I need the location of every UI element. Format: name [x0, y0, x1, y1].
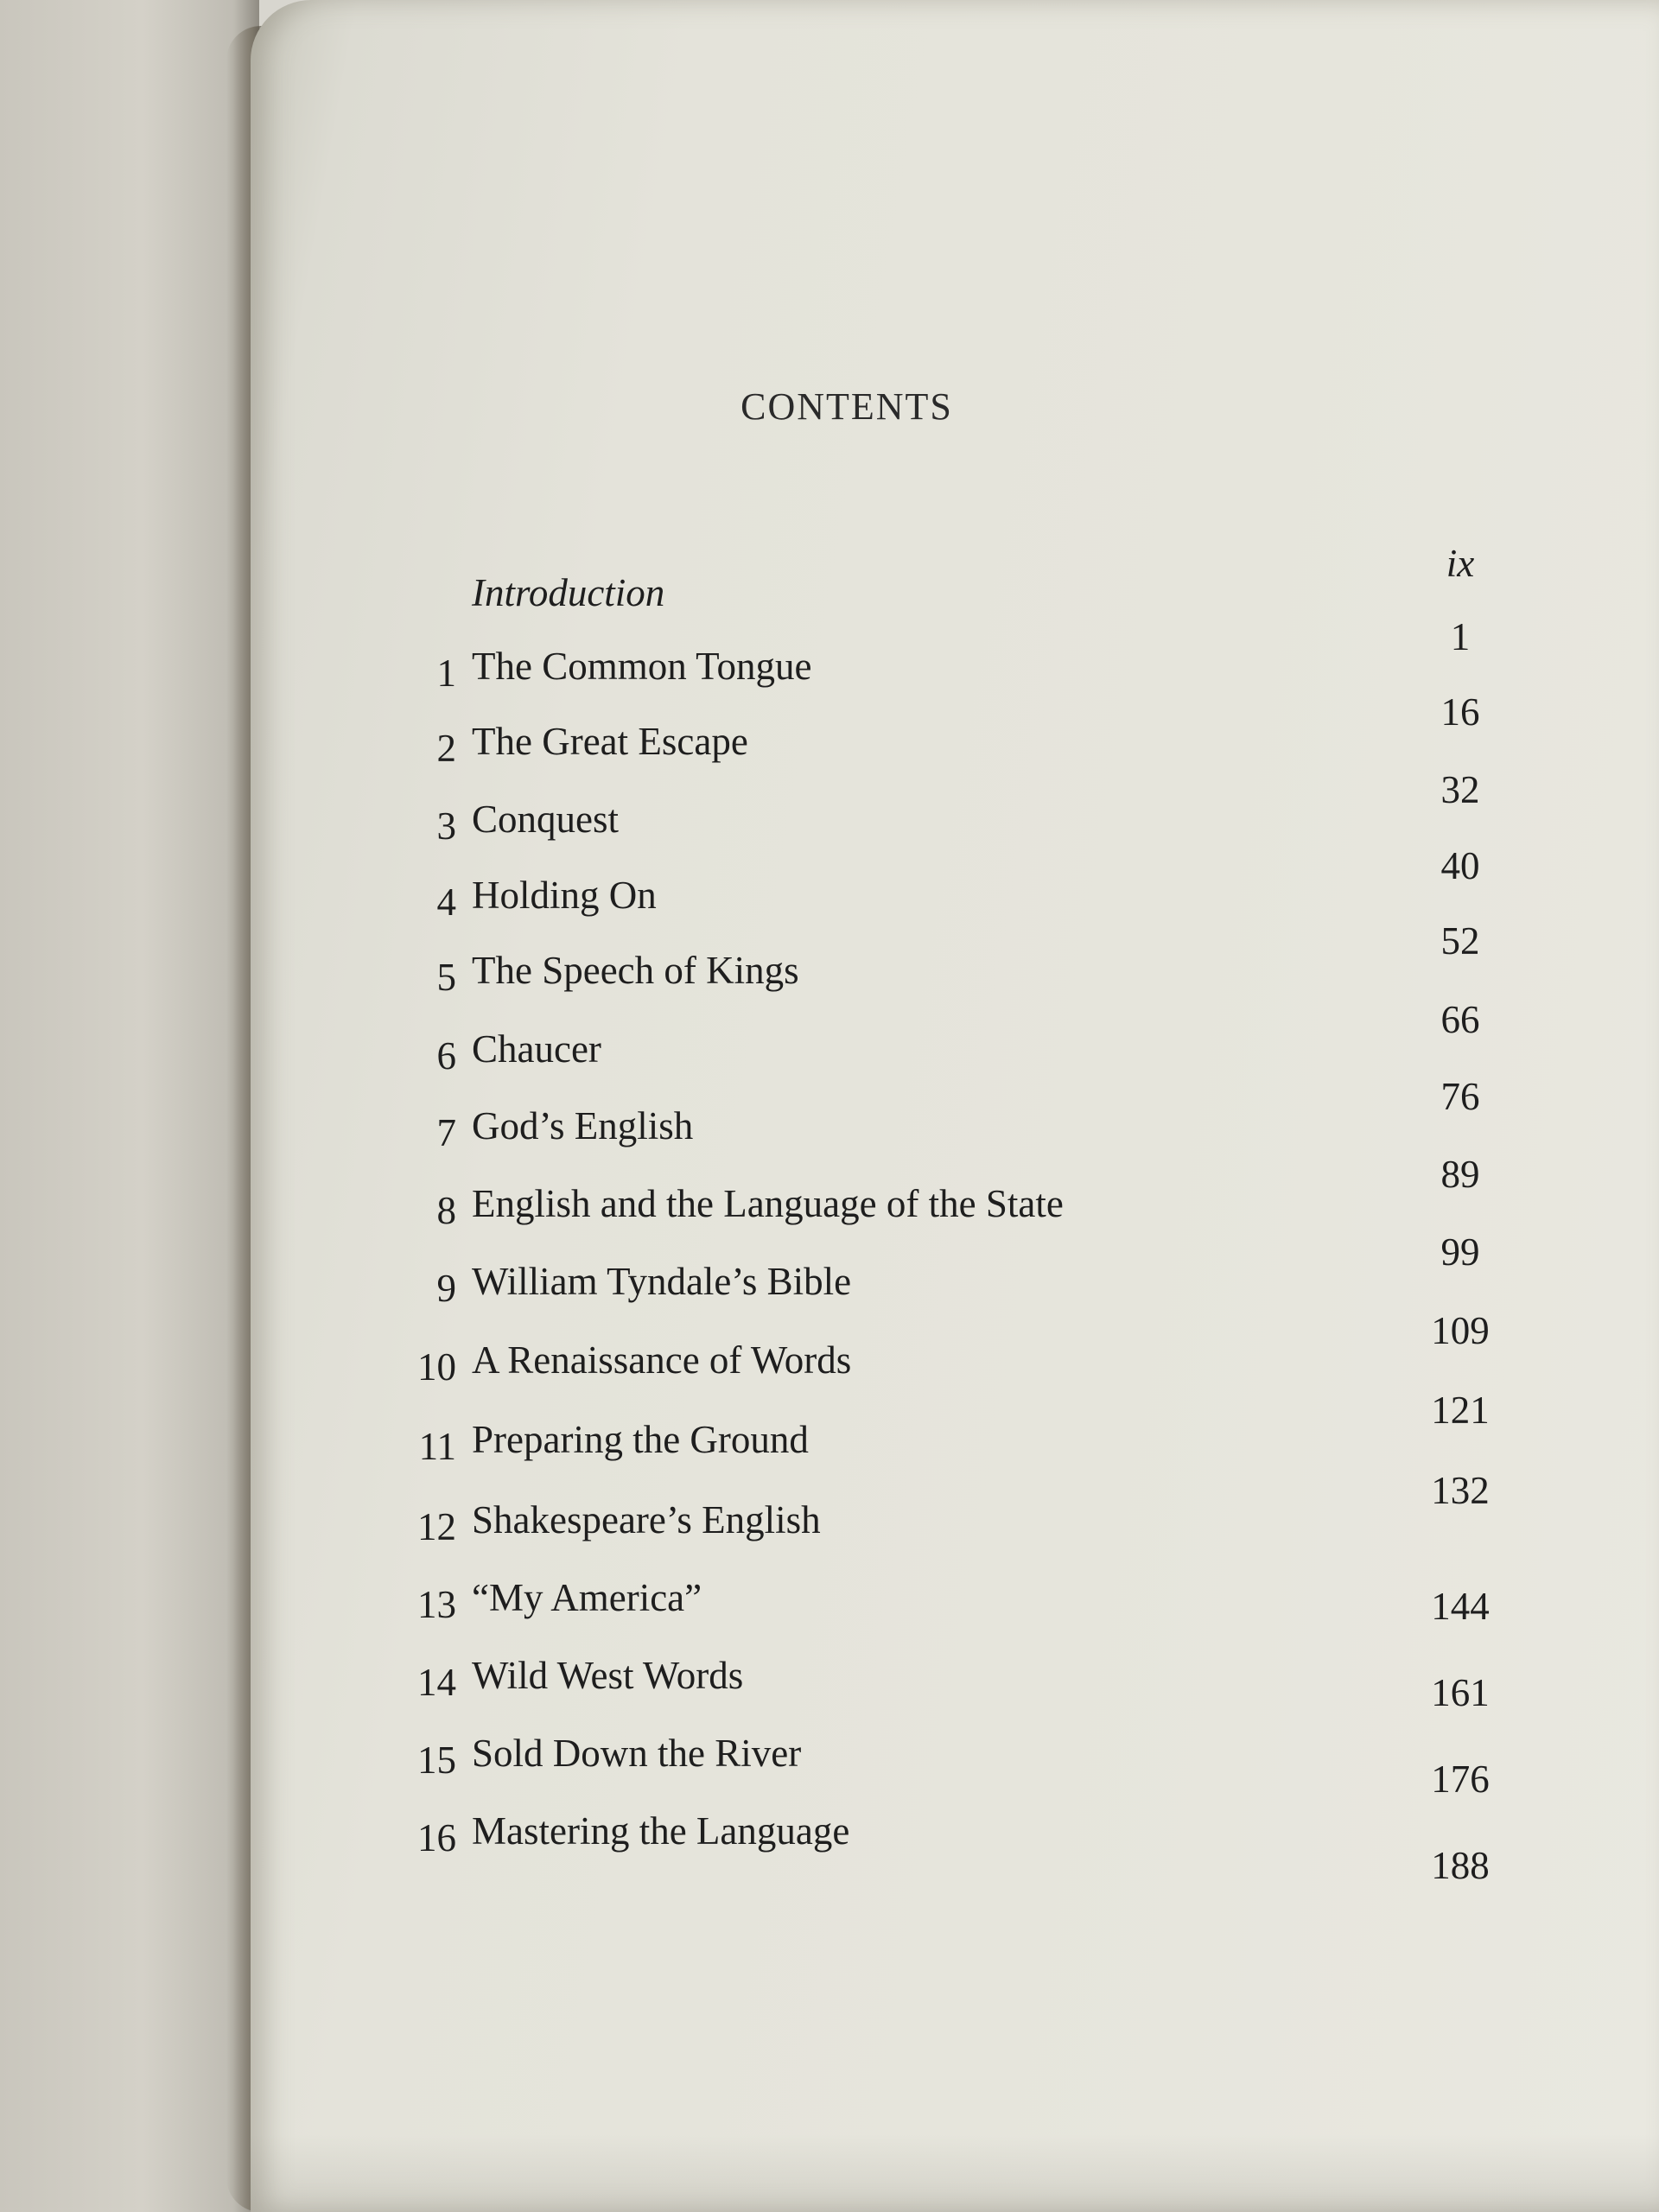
entry-number: 5	[436, 956, 456, 999]
entry-page: 66	[1440, 998, 1480, 1041]
entry-title: “My America”	[472, 1576, 702, 1619]
entry-number: 10	[417, 1345, 456, 1389]
entry-number: 14	[417, 1661, 456, 1704]
entry-page: 188	[1431, 1844, 1490, 1887]
entry-number: 8	[436, 1189, 456, 1232]
toc-entry-4	[397, 844, 1564, 933]
entry-page: ix	[1446, 542, 1475, 585]
toc-entry-10	[397, 1309, 1564, 1398]
entry-number: 13	[417, 1583, 456, 1626]
toc-entry-introduction	[397, 542, 1564, 631]
entry-page: 109	[1431, 1309, 1490, 1352]
entry-number: 1	[436, 652, 456, 695]
entry-page: 16	[1440, 690, 1480, 734]
entry-page: 121	[1431, 1389, 1490, 1432]
entry-title: English and the Language of the State	[472, 1182, 1064, 1225]
toc-entry-16	[397, 1808, 1564, 1887]
entry-page: 89	[1440, 1153, 1480, 1196]
page-bottom-shadow	[251, 2134, 1659, 2212]
entry-title: A Renaissance of Words	[472, 1338, 852, 1382]
toc-entry-15	[397, 1731, 1564, 1801]
entry-number: 7	[436, 1111, 456, 1154]
entry-title: Preparing the Ground	[472, 1418, 809, 1461]
entry-number: 16	[417, 1816, 456, 1859]
entry-page: 144	[1431, 1585, 1490, 1628]
toc-entry-9	[397, 1230, 1564, 1319]
entry-number: 11	[418, 1425, 456, 1468]
book-cover-edge	[0, 0, 259, 2212]
entry-page: 40	[1440, 844, 1480, 887]
entry-number: 6	[436, 1034, 456, 1077]
toc-entry-3	[397, 768, 1564, 857]
toc-entry-2	[397, 690, 1564, 779]
entry-number: 15	[417, 1738, 456, 1782]
entry-title: William Tyndale’s Bible	[472, 1260, 852, 1303]
entry-title: Shakespeare’s English	[472, 1498, 821, 1541]
entry-number: 9	[436, 1267, 456, 1310]
toc-entry-11	[397, 1389, 1564, 1478]
entry-page: 132	[1431, 1469, 1490, 1512]
entry-page: 76	[1440, 1075, 1480, 1118]
entry-number: 3	[436, 804, 456, 848]
entry-page: 1	[1450, 615, 1471, 658]
toc-entry-8	[397, 1153, 1564, 1242]
entry-title: Mastering the Language	[472, 1809, 850, 1853]
entry-title: Sold Down the River	[472, 1732, 802, 1775]
entry-title: The Speech of Kings	[472, 949, 799, 992]
toc-entry-6	[397, 998, 1564, 1087]
toc-entry-7	[397, 1075, 1564, 1164]
toc-entry-5	[397, 919, 1564, 1008]
page-title: CONTENTS	[741, 385, 953, 428]
entry-page: 52	[1440, 919, 1480, 963]
entry-title: Wild West Words	[472, 1654, 744, 1697]
entry-page: 161	[1431, 1671, 1490, 1714]
book-page	[251, 0, 1659, 2212]
entry-number: 2	[436, 727, 456, 770]
entry-title: Chaucer	[472, 1027, 601, 1071]
toc-entry-13	[397, 1575, 1564, 1636]
entry-number: 12	[417, 1505, 456, 1548]
entry-title: God’s English	[472, 1104, 694, 1147]
entry-title: The Common Tongue	[472, 645, 812, 688]
entry-title: Conquest	[472, 798, 620, 841]
toc-entry-14	[397, 1653, 1564, 1713]
entry-page: 176	[1431, 1758, 1490, 1801]
entry-page: 32	[1440, 768, 1480, 811]
entry-number: 4	[436, 880, 456, 924]
entry-page: 99	[1440, 1230, 1480, 1274]
toc-entry-1	[397, 615, 1564, 704]
table-of-contents	[251, 0, 1659, 2212]
entry-title: Introduction	[472, 571, 665, 614]
entry-title: Holding On	[472, 874, 657, 917]
entry-title: The Great Escape	[472, 720, 748, 763]
toc-entry-12	[397, 1469, 1564, 1558]
